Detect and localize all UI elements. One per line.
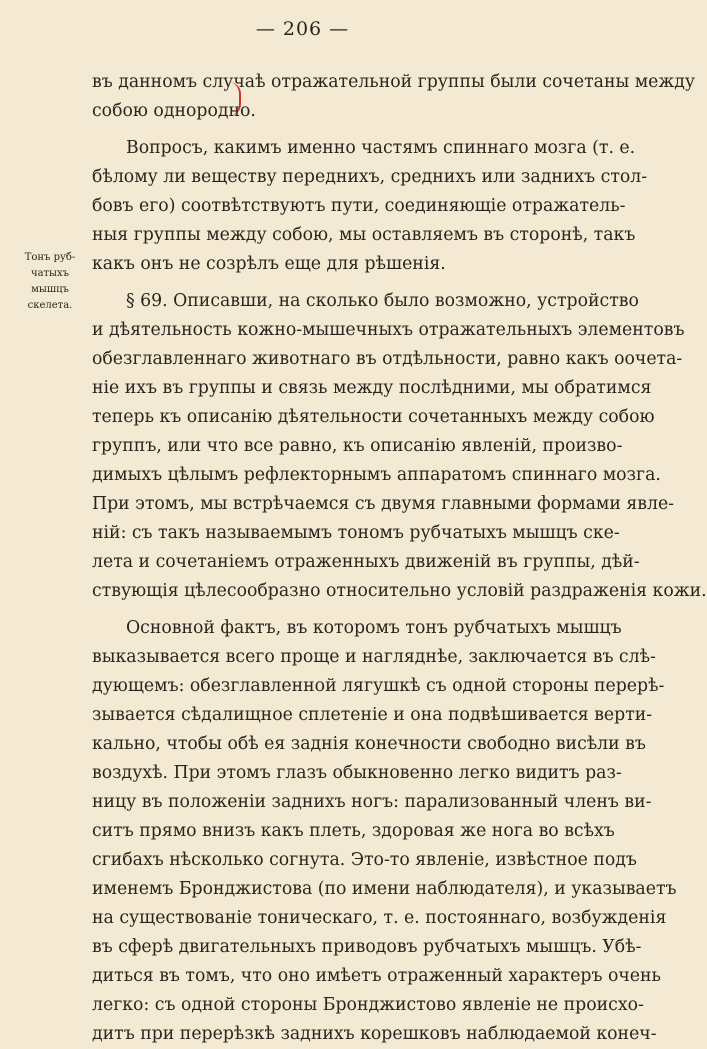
text-line: Основной фактъ, въ которомъ тонъ рубчатыхъ мышцъ [126, 618, 622, 638]
page-number: — 206 — [255, 18, 350, 40]
text-line: Вопросъ, какимъ именно частямъ спиннаго мозга (т. е. [126, 138, 636, 158]
text-line: ницу въ положеніи заднихъ ногъ: парализованный членъ ви- [92, 792, 652, 812]
text-line: кально, чтобы обѣ ея заднія конечности свободно висѣли въ [92, 734, 646, 754]
text-line: въ сферѣ двигательныхъ приводовъ рубчатыхъ мышцъ. Убѣ- [92, 937, 642, 957]
text-line: § 69. Описавши, на сколько было возможно, устройство [126, 291, 639, 311]
text-line: диться въ томъ, что оно имѣетъ отраженный характеръ очень [92, 966, 661, 986]
text-line: какъ онъ не созрѣлъ еще для рѣшенія. [92, 254, 446, 274]
margin-note-line: чатыхъ [30, 268, 70, 279]
text-line: бѣлому ли веществу переднихъ, среднихъ или заднихъ стол- [92, 167, 648, 187]
text-line: лета и сочетаніемъ отраженныхъ движеній въ группы, дѣй- [92, 552, 640, 572]
text-line: на существованіе тоническаго, т. е. постояннаго, возбужденія [92, 908, 667, 928]
text-line: группъ, или что все равно, къ описанію явленій, произво- [92, 436, 623, 456]
paragraph [92, 287, 707, 606]
text-line: сгибахъ нѣсколько согнута. Это-то явленіе, извѣстное подъ [92, 850, 637, 870]
text-line: именемъ Бронджистова (по имени наблюдателя), и указываетъ [92, 879, 677, 899]
text-line: ніе ихъ въ группы и связь между послѣдними, мы обратимся [92, 378, 652, 398]
text-line: дующемъ: обезглавленной лягушкѣ съ одной стороны перерѣ- [92, 676, 665, 696]
paragraph [92, 68, 696, 126]
text-line: дитъ при перерѣзкѣ заднихъ корешковъ наблюдаемой конеч- [92, 1024, 657, 1044]
text-line: воздухѣ. При этомъ глазъ обыкновенно легко видитъ раз- [92, 763, 622, 783]
text-line: легко: съ одной стороны Бронджистово явленіе не происхо- [92, 995, 644, 1015]
margin-note [18, 250, 82, 314]
text-line: зывается сѣдалищное сплетеніе и она подвѣшивается верти- [92, 705, 653, 725]
text-line: обезглавленнаго животнаго въ отдѣльности, равно какъ оочета- [92, 349, 683, 369]
margin-note-line: скелета. [27, 300, 73, 311]
text-line: ныя группы между собою, мы оставляемъ въ сторонѣ, такъ [92, 225, 636, 245]
text-line: теперь къ описанію дѣятельности сочетанныхъ между собою [92, 407, 655, 427]
text-line: При этомъ, мы встрѣчаемся съ двумя главными формами явле- [92, 494, 675, 514]
text-line: ній: съ такъ называемымъ тономъ рубчатыхъ мышцъ ске- [92, 523, 620, 543]
text-line: ствующія цѣлесообразно относительно условій раздраженія кожи. [92, 581, 707, 601]
margin-note-line: Тонъ руб- [24, 252, 76, 263]
text-line: собою однородно. [92, 101, 256, 121]
text-line: димыхъ цѣлымъ рефлекторнымъ аппаратомъ спиннаго мозга. [92, 465, 661, 485]
text-line: выказывается всего проще и нагляднѣе, заключается въ слѣ- [92, 647, 656, 667]
body-text [92, 68, 707, 1049]
text-line: бовъ его) соотвѣтствуютъ пути, соединяющіе отражатель- [92, 196, 626, 216]
paragraph [92, 614, 677, 1049]
text-line: ситъ прямо внизъ какъ плеть, здоровая же нога во всѣхъ [92, 821, 615, 841]
text-line: въ данномъ случаѣ отражательной группы были сочетаны между [92, 72, 696, 92]
text-line: и дѣятельность кожно-мышечныхъ отражательныхъ элементовъ [92, 320, 685, 340]
paragraph [92, 134, 648, 279]
margin-note-line: мышцъ [31, 284, 69, 295]
